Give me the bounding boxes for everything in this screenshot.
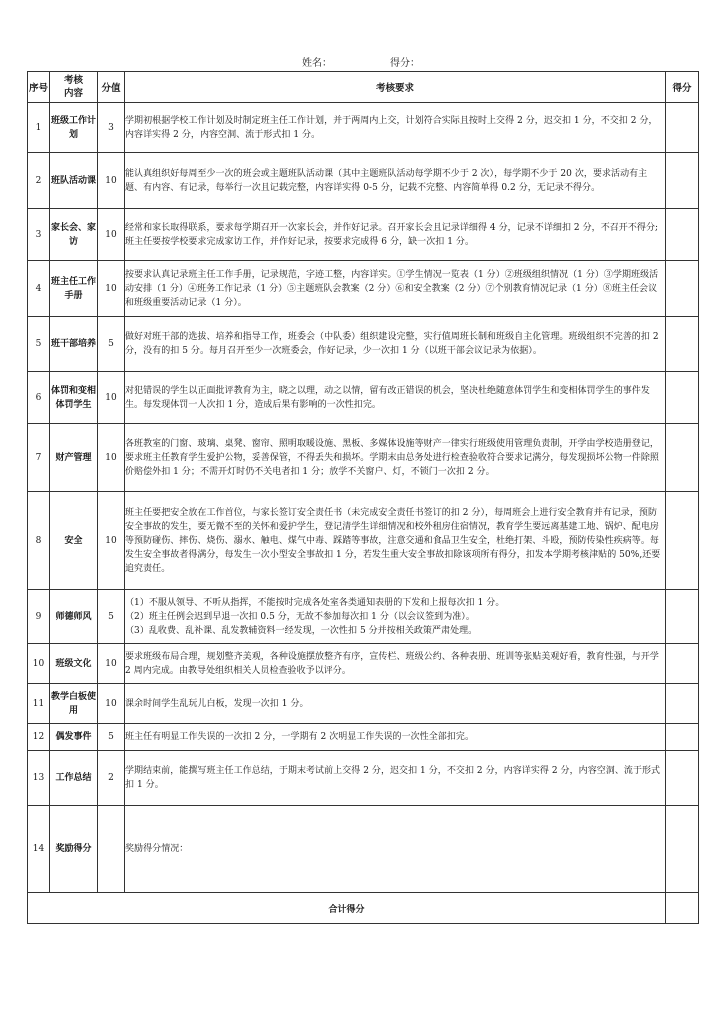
row-number: 6 — [28, 372, 50, 424]
row-requirement: 班主任有明显工作失误的一次扣 2 分，一学期有 2 次明显工作失误的一次性全部扣完。 — [125, 724, 666, 751]
row-score-cell[interactable] — [666, 209, 699, 261]
row-requirement: 要求班级布局合理，规划整齐美观，各种设施摆放整齐有序，宣传栏、班级公约、各种表册、班训等张贴美观好看，教育性强，与开学 2 周内完成。由教导处组织相关人员检查验收予以评分。 — [125, 644, 666, 684]
row-requirement: 课余时间学生乱玩儿白板，发现一次扣 1 分。 — [125, 684, 666, 724]
table-row — [28, 317, 699, 372]
row-points: 5 — [98, 317, 125, 372]
row-requirement: 学期结束前，能撰写班主任工作总结，于期末考试前上交得 2 分，迟交扣 1 分，不交扣 2 分，内容详实得 2 分，内容空洞、流于形式扣 1 分。 — [125, 751, 666, 806]
row-score-cell[interactable] — [666, 492, 699, 590]
row-item: 班队活动课 — [50, 153, 98, 209]
row-number: 1 — [28, 103, 50, 153]
row-score-cell[interactable] — [666, 103, 699, 153]
total-label: 合计得分 — [28, 893, 666, 924]
table-row — [28, 724, 699, 751]
row-number: 12 — [28, 724, 50, 751]
row-score-cell[interactable] — [666, 317, 699, 372]
table-row — [28, 424, 699, 492]
row-item: 班干部培养 — [50, 317, 98, 372]
table-row — [28, 209, 699, 261]
row-requirement: 按要求认真记录班主任工作手册，记录规范，字迹工整，内容详实。①学生情况一览表（1 分）②班级组织情况（1 分）③学期班级活动安排（1 分）④班务工作记录（1 分）⑤主题班队会教案（2 分）⑥和安全教案（2 分）⑦个别教育情况记录（1 分）⑧班主任会议和班级重要活动记录（1 分）。 — [125, 261, 666, 317]
row-number: 3 — [28, 209, 50, 261]
row-points: 10 — [98, 372, 125, 424]
table-row — [28, 684, 699, 724]
row-points: 10 — [98, 261, 125, 317]
row-number: 7 — [28, 424, 50, 492]
row-number: 4 — [28, 261, 50, 317]
row-number: 2 — [28, 153, 50, 209]
row-requirement: 能认真组织好每周至少一次的班会或主题班队活动课（其中主题班队活动每学期不少于 2 次），每学期不少于 20 次，要求活动有主题、有内容、有记录，每举行一次且记载完整，内容详实得 0-5 分，记载不完整、内容简单得 0.2 分，无记录不得分。 — [125, 153, 666, 209]
table-row — [28, 153, 699, 209]
score-label: 得分： — [390, 58, 420, 69]
row-item: 教学白板使用 — [50, 684, 98, 724]
table-row — [28, 644, 699, 684]
row-points: 2 — [98, 751, 125, 806]
form-header — [0, 52, 724, 68]
row-points: 5 — [98, 590, 125, 644]
row-item: 安全 — [50, 492, 98, 590]
row-number: 8 — [28, 492, 50, 590]
row-points: 5 — [98, 724, 125, 751]
table-row — [28, 372, 699, 424]
row-item: 体罚和变相体罚学生 — [50, 372, 98, 424]
row-score-cell[interactable] — [666, 806, 699, 893]
column-header-requirement: 考核要求 — [125, 72, 666, 103]
row-requirement: 学期初根据学校工作计划及时制定班主任工作计划，并于两周内上交，计划符合实际且按时上交得 2 分，迟交扣 1 分，不交扣 2 分，内容详实得 2 分，内容空洞、流于形式扣 1 分。 — [125, 103, 666, 153]
row-requirement: 各班教室的门窗、玻璃、桌凳、窗帘、照明取暖设施、黑板、多媒体设施等财产一律实行班级使用管理负责制，开学由学校造册登记，要求班主任教育学生爱护公物，妥善保管，不得丢失和损坏。学期末由总务处进行检查验收符合要求记满分，每发现损坏公物一件除照价赔偿外扣 1 分；不需开灯时仍不关电者扣 1 分；放学不关窗户、灯，不锁门一次扣 2 分。 — [125, 424, 666, 492]
row-requirement: 奖励得分情况： — [125, 806, 666, 893]
row-requirement: 经常和家长取得联系，要求每学期召开一次家长会，并作好记录。召开家长会且记录详细得 4 分，记录不详细扣 2 分，不召开不得分;班主任要按学校要求完成家访工作，并作好记录，按要求完成得 6 分，缺一次扣 1 分。 — [125, 209, 666, 261]
evaluation-table — [27, 71, 699, 924]
row-points: 10 — [98, 492, 125, 590]
row-score-cell[interactable] — [666, 261, 699, 317]
row-number: 10 — [28, 644, 50, 684]
row-points: 10 — [98, 424, 125, 492]
row-item: 家长会、家访 — [50, 209, 98, 261]
row-score-cell[interactable] — [666, 424, 699, 492]
row-requirement: 做好对班干部的选拔、培养和指导工作，班委会（中队委）组织建设完整，实行值周班长制和班级自主化管理。班级组织不完善的扣 2 分，没有的扣 5 分。每月召开至少一次班委会，作好记录，少一次扣 1 分（以班干部会议记录为依据）。 — [125, 317, 666, 372]
total-row — [28, 893, 699, 924]
row-number: 14 — [28, 806, 50, 893]
table-row — [28, 806, 699, 893]
name-label: 姓名： — [302, 58, 332, 69]
row-points: 10 — [98, 684, 125, 724]
column-header-score: 得分 — [666, 72, 699, 103]
row-item: 班级工作计划 — [50, 103, 98, 153]
table-row — [28, 103, 699, 153]
row-item: 班级文化 — [50, 644, 98, 684]
row-number: 11 — [28, 684, 50, 724]
table-row — [28, 751, 699, 806]
row-score-cell[interactable] — [666, 724, 699, 751]
row-item: 奖励得分 — [50, 806, 98, 893]
row-number: 9 — [28, 590, 50, 644]
row-points: 10 — [98, 209, 125, 261]
row-number: 5 — [28, 317, 50, 372]
total-score-cell[interactable] — [666, 893, 699, 924]
row-score-cell[interactable] — [666, 751, 699, 806]
row-score-cell[interactable] — [666, 644, 699, 684]
row-item: 偶发事件 — [50, 724, 98, 751]
row-score-cell[interactable] — [666, 153, 699, 209]
row-item: 财产管理 — [50, 424, 98, 492]
table-row — [28, 261, 699, 317]
column-header-item: 考核 内容 — [50, 72, 98, 103]
row-score-cell[interactable] — [666, 372, 699, 424]
row-requirement: 班主任要把安全放在工作首位，与家长签订安全责任书（未完成安全责任书签订的扣 2 分），每周班会上进行安全教育并有记录，预防安全事故的发生，要无微不至的关怀和爱护学生，登记清学生详细情况和校外租房住宿情况，教育学生要远离基建工地、锅炉、配电房等预防碰伤、摔伤、烧伤、溺水、触电、煤气中毒、踩踏等事故，注意交通和食品卫生安全，杜绝打架、斗殴，预防传染性疾病等。每发生安全事故者得满分，每发生一次小型安全事故扣 1 分，若发生重大安全事故扣除该项所有得分，扣发本学期考核津贴的 50%,还要追究责任。 — [125, 492, 666, 590]
row-item: 师德师风 — [50, 590, 98, 644]
row-item: 班主任工作手册 — [50, 261, 98, 317]
column-header-points: 分值 — [98, 72, 125, 103]
table-header-row — [28, 72, 699, 103]
row-number: 13 — [28, 751, 50, 806]
row-requirement: （1）不服从领导、不听从指挥，不能按时完成各处室各类通知表册的下发和上报每次扣 1 分。 （2）班主任例会迟到早退一次扣 0.5 分，无故不参加每次扣 1 分（以会议签到为准）。 （3）乱收费、乱补课、乱发教辅资料一经发现，一次性扣 5 分并按相关政策严肃处理。 — [125, 590, 666, 644]
row-requirement: 对犯错误的学生以正面批评教育为主，晓之以理，动之以情，留有改正错误的机会，坚决杜绝随意体罚学生和变相体罚学生的事件发生。每发现体罚一人次扣 1 分，造成后果有影响的一次性扣完。 — [125, 372, 666, 424]
row-score-cell[interactable] — [666, 590, 699, 644]
row-points — [98, 806, 125, 893]
row-item: 工作总结 — [50, 751, 98, 806]
row-points: 10 — [98, 153, 125, 209]
table-row — [28, 492, 699, 590]
row-score-cell[interactable] — [666, 684, 699, 724]
table-row — [28, 590, 699, 644]
column-header-no: 序号 — [28, 72, 50, 103]
row-points: 3 — [98, 103, 125, 153]
row-points: 10 — [98, 644, 125, 684]
